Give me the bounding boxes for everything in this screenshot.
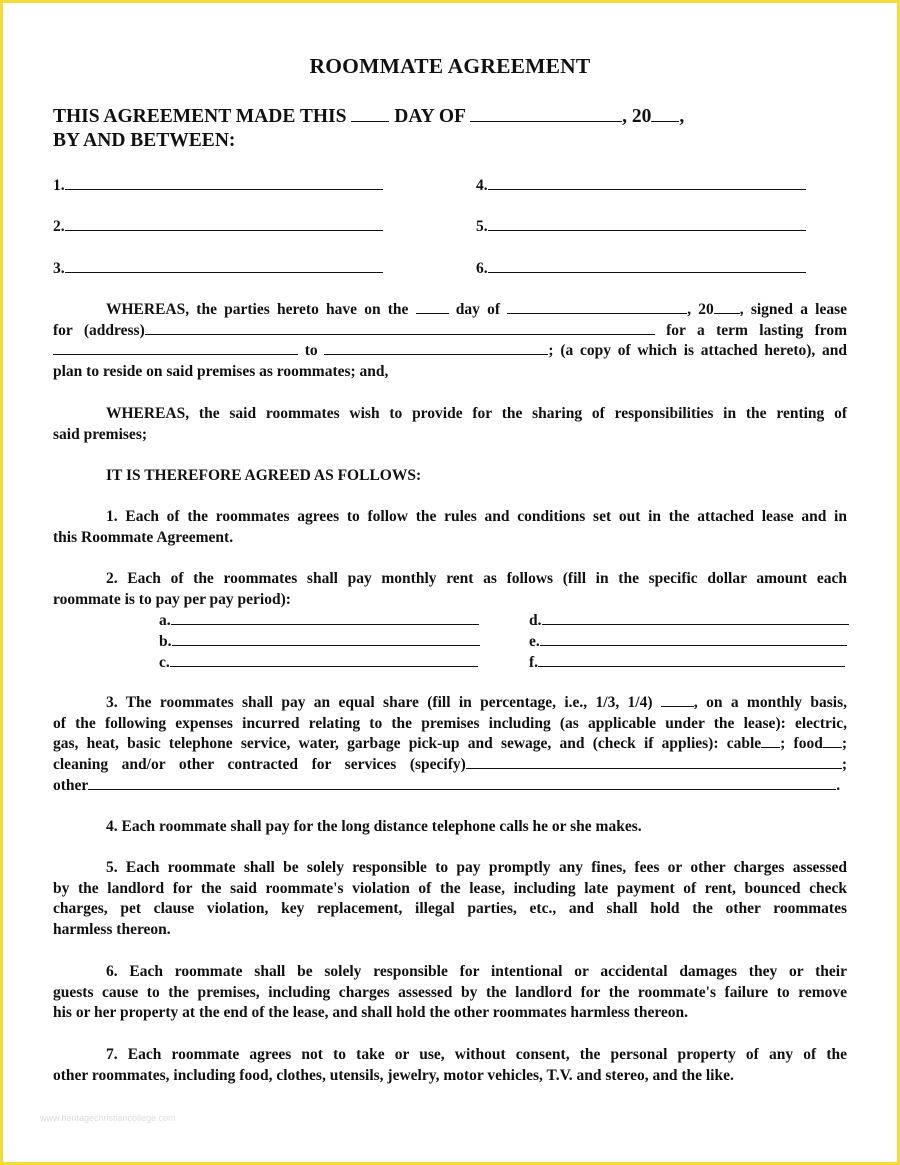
rent-d-blank[interactable]	[542, 611, 849, 625]
rent-item-d: d.	[529, 611, 849, 630]
agreement-date-line	[53, 106, 684, 128]
clause-3: 3. The roommates shall pay an equal share (fill in percentage, i.e., 1/3, 1/4) , on a monthly basis, of the following expenses incurred relating to the premises including (as applicable under the lease): electric, gas, heat, basic telephone service, water, garbage pick-up and sewage, and (check if applies): cable ; food ; cleaning and/or other contracted for services (specify) ; other .	[53, 694, 848, 794]
whereas-responsibilities-paragraph: WHEREAS, the said roommates wish to provide for the sharing of responsibilities in the renting of said premises;	[53, 405, 847, 443]
term-start-blank[interactable]	[53, 341, 298, 355]
address-blank[interactable]	[145, 321, 655, 335]
other-expenses-blank[interactable]	[88, 776, 836, 790]
party-2-blank[interactable]	[65, 217, 383, 231]
clause-2: 2. Each of the roommates shall pay monthly rent as follows (fill in the specific dollar amount each roommate is to pay per pay period):	[53, 570, 847, 608]
party-4-blank[interactable]	[488, 176, 806, 190]
clause-1: 1. Each of the roommates agrees to follow the rules and conditions set out in the attached lease and in this Roommate Agreement.	[53, 508, 847, 546]
food-check-blank[interactable]	[823, 734, 842, 748]
rent-item-a: a.	[159, 611, 479, 630]
services-specify-blank[interactable]	[466, 755, 842, 769]
rent-e-blank[interactable]	[540, 632, 847, 646]
rent-c-blank[interactable]	[170, 653, 478, 667]
rent-f-blank[interactable]	[538, 653, 845, 667]
document-title: ROOMMATE AGREEMENT	[309, 54, 591, 78]
party-4: 4.	[476, 176, 806, 195]
rent-item-c: c.	[159, 653, 478, 672]
by-and-between: BY AND BETWEEN:	[53, 130, 236, 151]
party-5: 5.	[476, 217, 806, 236]
party-1: 1.	[53, 176, 383, 195]
clause-4: 4. Each roommate shall pay for the long distance telephone calls he or she makes.	[106, 818, 642, 835]
clause-5: 5. Each roommate shall be solely responsible to pay promptly any fines, fees or other charges assessed by the landlord for the said roommate's violation of the lease, including late payment of rent, bounced check charges, pet clause violation, key replacement, illegal parties, etc., and shall hold the other roommates harmless thereon.	[53, 859, 847, 939]
party-3: 3.	[53, 259, 383, 278]
party-6-blank[interactable]	[488, 259, 806, 273]
lease-year-blank[interactable]	[714, 300, 740, 314]
lease-day-blank[interactable]	[416, 300, 449, 314]
term-end-blank[interactable]	[324, 341, 548, 355]
clause-6: 6. Each roommate shall be solely responsible for intentional or accidental damages they or their guests cause to the premises, including charges assessed by the landlord for the roommate's failure to remove his or her property at the end of the lease, and shall hold the other roommates harmless thereon.	[53, 963, 847, 1022]
cable-check-blank[interactable]	[761, 734, 780, 748]
rent-a-blank[interactable]	[171, 611, 479, 625]
party-3-blank[interactable]	[65, 259, 383, 273]
day-of-label: DAY OF	[394, 106, 466, 127]
party-5-blank[interactable]	[488, 217, 806, 231]
rent-b-blank[interactable]	[172, 632, 480, 646]
month-blank[interactable]	[470, 108, 622, 122]
comma: ,	[679, 106, 685, 127]
watermark: www.heritagechristiancollege.com	[40, 1113, 176, 1123]
clause-7: 7. Each roommate agrees not to take or use, without consent, the personal property of any of the other roommates, including food, clothes, utensils, jewelry, motor vehicles, T.V. and stereo, and the like.	[53, 1046, 847, 1084]
rent-item-b: b.	[159, 632, 480, 651]
year-prefix: , 20	[622, 106, 652, 127]
rent-item-f: f.	[529, 653, 845, 672]
whereas-lease-paragraph: WHEREAS, the parties hereto have on the day of , 20 , signed a lease for (address) for a term lasting from to ; (a copy of which is attached hereto), and plan to reside on said premises as roommates; and,	[53, 301, 848, 381]
party-2: 2.	[53, 217, 383, 236]
party-1-blank[interactable]	[65, 176, 383, 190]
share-percent-blank[interactable]	[661, 693, 694, 707]
day-blank[interactable]	[351, 108, 389, 122]
party-6: 6.	[476, 259, 806, 278]
year-blank[interactable]	[651, 108, 679, 122]
rent-item-e: e.	[529, 632, 847, 651]
agreed-heading: IT IS THEREFORE AGREED AS FOLLOWS:	[106, 467, 422, 484]
agreement-made-label: THIS AGREEMENT MADE THIS	[53, 106, 347, 127]
lease-month-blank[interactable]	[507, 300, 687, 314]
